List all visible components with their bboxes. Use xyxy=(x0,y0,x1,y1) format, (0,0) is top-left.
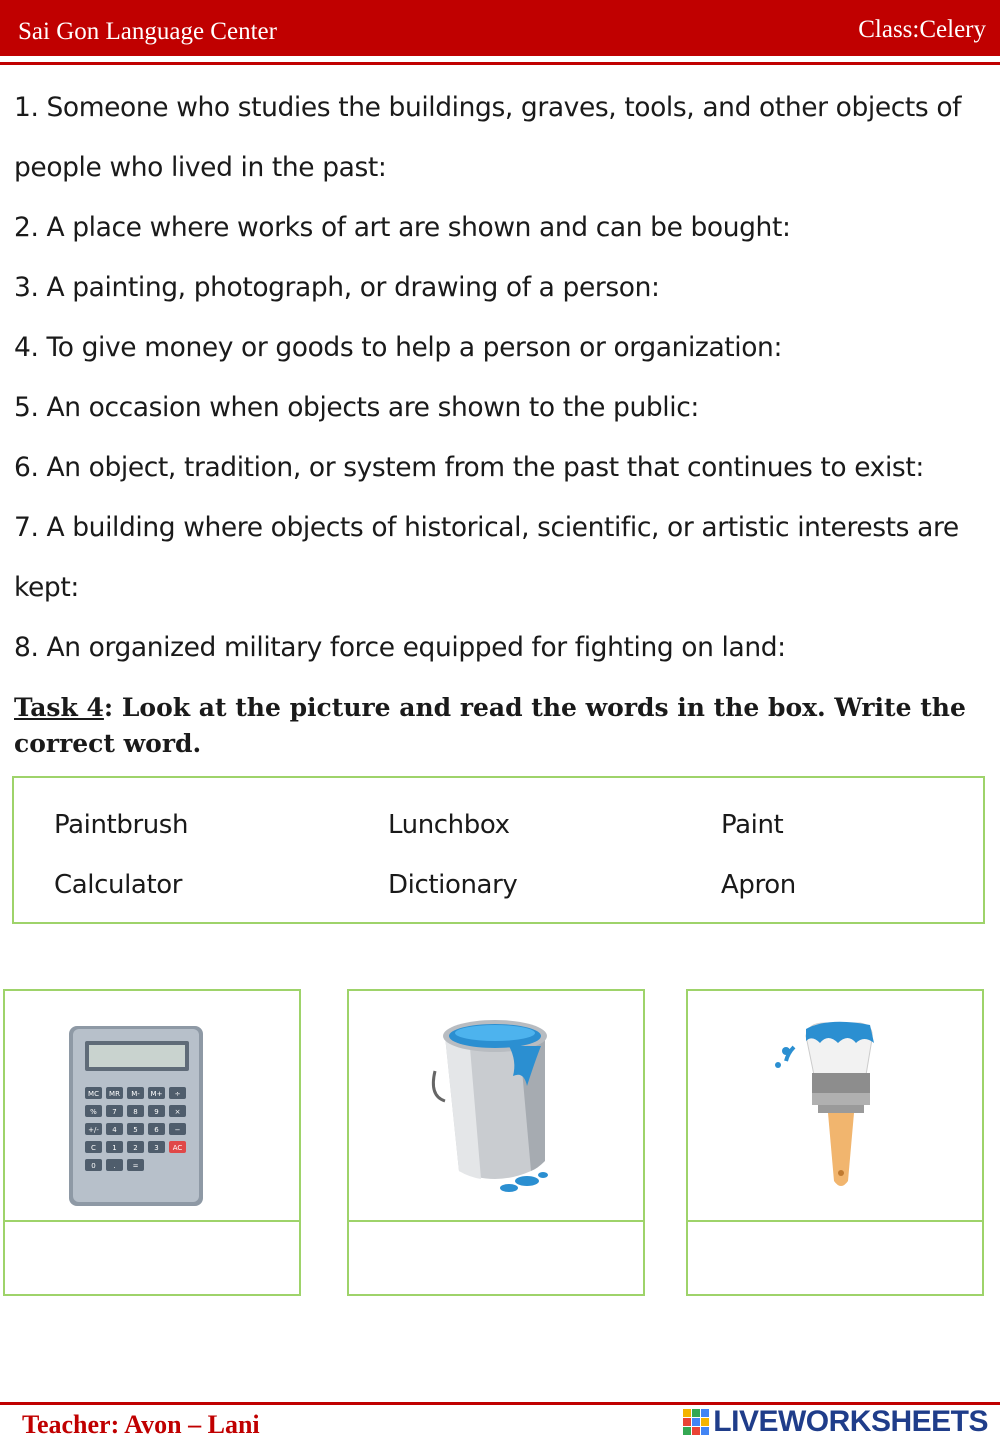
question-5: 5. An occasion when objects are shown to the public: xyxy=(14,392,699,423)
calculator-key-label: C xyxy=(91,1144,96,1152)
brand-text: LIVEWORKSHEETS xyxy=(713,1405,988,1438)
calculator-key-label: 9 xyxy=(154,1108,159,1116)
paint-bucket-icon xyxy=(349,991,643,1220)
header-divider xyxy=(0,62,1000,65)
question-7: 7. A building where objects of historical, scientific, or artistic interests are kept: xyxy=(14,512,959,603)
calculator-key-label: ÷ xyxy=(174,1090,181,1098)
question-3: 3. A painting, photograph, or drawing of a person: xyxy=(14,272,660,303)
word-paint: Paint xyxy=(721,810,784,840)
word-apron: Apron xyxy=(721,870,796,900)
answer-blank-3[interactable] xyxy=(688,1222,982,1294)
calculator-key-label: 3 xyxy=(154,1144,159,1152)
school-name: Sai Gon Language Center xyxy=(18,18,277,45)
calculator-key-label: 8 xyxy=(133,1108,138,1116)
task-text: : Look at the picture and read the words in the box. Write the correct word. xyxy=(14,693,966,758)
header-bar xyxy=(0,0,1000,56)
word-dictionary: Dictionary xyxy=(388,870,518,900)
picture-card-1 xyxy=(3,989,301,1296)
calculator-key-label: 0 xyxy=(91,1162,96,1170)
question-4: 4. To give money or goods to help a person or organization: xyxy=(14,332,782,363)
word-box xyxy=(12,776,985,924)
calculator-key-label: M- xyxy=(131,1090,140,1098)
calculator-key-label: 2 xyxy=(133,1144,138,1152)
task-4-instruction xyxy=(14,690,989,762)
task-label: Task 4 xyxy=(14,693,104,722)
question-6: 6. An object, tradition, or system from the past that continues to exist: xyxy=(14,452,924,483)
calculator-key-label: M+ xyxy=(150,1090,163,1098)
picture-card-2 xyxy=(347,989,645,1296)
answer-blank-2[interactable] xyxy=(349,1222,643,1294)
word-paintbrush: Paintbrush xyxy=(54,810,189,840)
picture-card-3 xyxy=(686,989,984,1296)
brand-logo xyxy=(683,1404,988,1440)
question-list xyxy=(14,78,989,678)
calculator-key-label: − xyxy=(174,1126,181,1134)
calculator-key-label: MR xyxy=(109,1090,120,1098)
teacher-name: Teacher: Avon – Lani xyxy=(22,1410,260,1439)
class-label: Class:Celery xyxy=(858,16,986,43)
question-1: 1. Someone who studies the buildings, graves, tools, and other objects of people who lived in the past: xyxy=(14,92,962,183)
word-calculator: Calculator xyxy=(54,870,183,900)
word-lunchbox: Lunchbox xyxy=(388,810,510,840)
answer-blank-1[interactable] xyxy=(5,1222,299,1294)
calculator-key-label: . xyxy=(113,1162,116,1170)
paintbrush-icon xyxy=(688,991,982,1220)
calculator-key-label: 5 xyxy=(133,1126,138,1134)
calculator-key-label: % xyxy=(90,1108,97,1116)
calculator-key-label: 4 xyxy=(112,1126,117,1134)
question-2: 2. A place where works of art are shown and can be bought: xyxy=(14,212,791,243)
calculator-key-label: AC xyxy=(172,1144,183,1152)
calculator-key-label: 7 xyxy=(112,1108,117,1116)
calculator-key-label: +/- xyxy=(88,1126,99,1134)
calculator-key-label: × xyxy=(174,1108,181,1116)
calculator-key-label: 1 xyxy=(112,1144,117,1152)
calculator-key-label: MC xyxy=(88,1090,99,1098)
calculator-key-label: 6 xyxy=(154,1126,159,1134)
calculator-key-label: = xyxy=(132,1162,139,1170)
calculator-icon xyxy=(5,991,299,1220)
question-8: 8. An organized military force equipped for fighting on land: xyxy=(14,632,786,663)
brand-grid-icon xyxy=(683,1409,709,1435)
